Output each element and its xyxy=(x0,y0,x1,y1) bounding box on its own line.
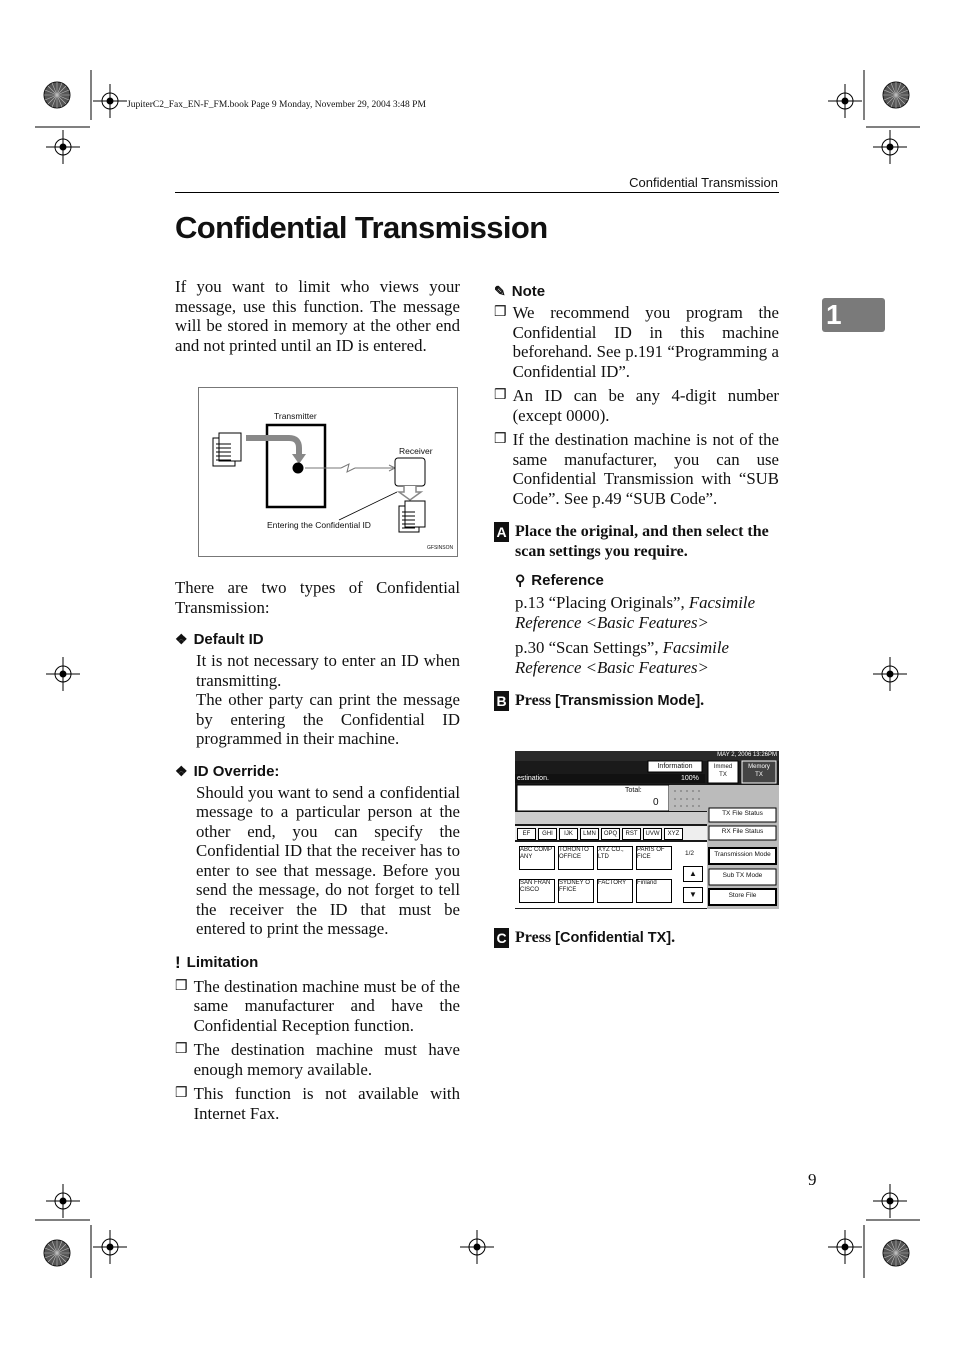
store-file-button[interactable]: Store File xyxy=(728,892,757,899)
header-rule xyxy=(175,192,779,193)
note-item: ❒ An ID can be any 4-digit number (except 0000). xyxy=(494,386,779,425)
sub-tx-mode-button[interactable]: Sub TX Mode xyxy=(722,872,763,879)
step-3 xyxy=(494,928,779,948)
address-button[interactable]: SYDNEY O FFICE xyxy=(558,879,594,903)
chapter-tab: 1 xyxy=(822,298,885,332)
address-button[interactable]: Finland xyxy=(636,879,672,903)
diamond-bullet-icon: ❖ xyxy=(175,631,188,647)
checkbox-icon: ❒ xyxy=(494,388,507,403)
index-tab[interactable]: XYZ xyxy=(664,828,683,840)
figure-code: GFSINSON xyxy=(427,545,454,551)
destination-label: estination. xyxy=(517,775,549,782)
checkbox-icon: ❒ xyxy=(494,305,507,320)
reference-section xyxy=(515,572,779,677)
index-tab[interactable]: GHI xyxy=(538,828,557,840)
memory-tx-button[interactable]: Memory TX xyxy=(748,764,770,778)
id-override-section xyxy=(175,763,460,939)
types-intro: There are two types of Confidential Transmission: xyxy=(175,578,460,617)
limitation-item: ❒ This function is not available with Internet Fax. xyxy=(175,1084,460,1123)
file-info: JupiterC2_Fax_EN-F_FM.book Page 9 Monday, November 29, 2004 3:48 PM xyxy=(127,100,426,110)
diamond-bullet-icon: ❖ xyxy=(175,762,188,779)
fax-panel-screenshot xyxy=(515,751,779,909)
default-id-section xyxy=(175,631,460,749)
transmission-mode-button[interactable]: Transmission Mode xyxy=(714,851,771,858)
scroll-up-button[interactable]: ▲ xyxy=(683,866,703,882)
entering-id-label: Entering the Confidential ID xyxy=(267,520,371,530)
rx-file-status-button[interactable]: RX File Status xyxy=(721,828,764,835)
limitation-section xyxy=(175,953,460,1124)
index-tab[interactable]: UVW xyxy=(643,828,662,840)
address-button[interactable]: PARIS OF FICE xyxy=(636,846,672,870)
page-number: 9 xyxy=(808,1170,817,1189)
transmission-diagram xyxy=(198,387,458,557)
tx-file-status-button[interactable]: TX File Status xyxy=(722,810,763,817)
address-button[interactable]: FACTORY xyxy=(597,879,633,903)
checkbox-icon: ❒ xyxy=(175,978,188,994)
default-id-text-1: It is not necessary to enter an ID when transmitting. xyxy=(196,651,460,690)
receiver-label: Receiver xyxy=(399,446,433,456)
step-2 xyxy=(494,691,779,711)
running-head: Confidential Transmission xyxy=(629,175,778,190)
types-section xyxy=(175,578,460,1123)
index-tab[interactable]: IJK xyxy=(559,828,578,840)
default-id-text-2: The other party can print the message by entering the Confidential ID programmed in their machine. xyxy=(196,690,460,748)
default-id-heading: ❖ Default ID xyxy=(175,631,264,648)
limitation-item: ❒ The destination machine must be of the same manufacturer and have the Confidential Reception function. xyxy=(175,976,460,1035)
step-number: B xyxy=(494,691,509,711)
address-button[interactable]: SAN FRAN CISCO xyxy=(519,879,555,903)
total-label: Total: xyxy=(625,787,642,794)
reference-heading: ⚲ Reference xyxy=(515,572,604,589)
id-override-text: Should you want to send a confidential message to a particular person at the other end, you can specify the Confidential ID that the receiver has to enter to see that message. Before you send the message, do not forget to tell the receiver the ID that must be entered to print the message. xyxy=(196,782,460,938)
page-title: Confidential Transmission xyxy=(175,210,548,245)
address-row-1 xyxy=(519,846,672,870)
scroll-down-button[interactable]: ▼ xyxy=(683,887,703,903)
note-heading: ✎ Note xyxy=(494,283,546,300)
step-text: Place the original, and then select the scan settings you require. xyxy=(515,523,769,560)
memory-percent: 100% xyxy=(681,775,699,782)
immed-tx-button[interactable]: Immed TX xyxy=(713,764,733,778)
note-item: ❒ We recommend you program the Confidential ID in this machine beforehand. See p.191 “Programming a Confidential ID”. xyxy=(494,303,779,381)
page-indicator: 1/2 xyxy=(685,850,695,857)
index-tab[interactable]: EF xyxy=(517,828,536,840)
step-number: C xyxy=(494,928,509,948)
exclamation-icon: ! xyxy=(175,952,181,972)
left-column xyxy=(175,277,460,355)
checkbox-icon: ❒ xyxy=(175,1042,188,1057)
limitation-item: ❒ The destination machine must have enough memory available. xyxy=(175,1040,460,1079)
intro-paragraph: If you want to limit who views your message, use this function. The message will be stored in memory at the other end and not printed until an ID is entered. xyxy=(175,277,460,355)
id-override-heading: ❖ ID Override: xyxy=(175,762,280,780)
address-button[interactable]: TORONTO OFFICE xyxy=(558,846,594,870)
step-number: A xyxy=(494,522,509,542)
index-tab[interactable]: LMN xyxy=(580,828,599,840)
reference-item-2: p.30 “Scan Settings”, Facsimile Reference <Basic Features> xyxy=(515,638,729,677)
pencil-icon: ✎ xyxy=(494,283,506,299)
checkbox-icon: ❒ xyxy=(494,432,507,447)
information-button[interactable]: Information xyxy=(657,763,693,770)
address-row-2 xyxy=(519,879,672,903)
reference-item-1: p.13 “Placing Originals”, Facsimile Reference <Basic Features> xyxy=(515,593,756,632)
transmitter-label: Transmitter xyxy=(274,411,317,421)
address-button[interactable]: ABC COMP ANY xyxy=(519,846,555,870)
step-text: Press [Transmission Mode]. xyxy=(515,692,705,709)
screen-date: MAY 2, 2006 13:26PM xyxy=(717,752,777,758)
right-column xyxy=(494,283,779,711)
index-tab[interactable]: RST xyxy=(622,828,641,840)
step-1 xyxy=(494,522,779,562)
address-button[interactable]: XYZ CO., LTD xyxy=(597,846,633,870)
diagram-graphic xyxy=(199,388,457,556)
index-tabs xyxy=(517,828,683,840)
index-tab[interactable]: OPQ xyxy=(601,828,620,840)
magnifier-icon: ⚲ xyxy=(515,572,526,588)
limitation-heading: ! Limitation xyxy=(175,952,259,972)
total-value: 0 xyxy=(653,797,659,808)
checkbox-icon: ❒ xyxy=(175,1086,188,1101)
step-text: Press [Confidential TX]. xyxy=(515,929,676,946)
note-item: ❒ If the destination machine is not of the same manufacturer, you can use Confidential Transmission with “SUB Code”. See p.49 “SUB Code”. xyxy=(494,430,779,508)
